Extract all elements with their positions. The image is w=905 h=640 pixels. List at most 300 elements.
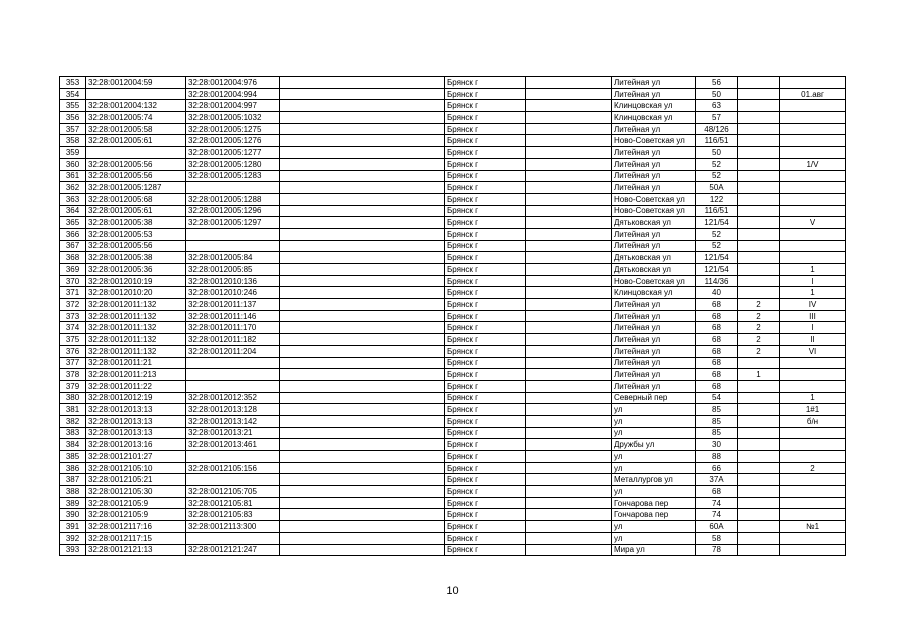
blank-cell <box>280 544 445 556</box>
object-cadastral-number: 32:28:0012005:1280 <box>186 158 280 170</box>
street-cell: Литейная ул <box>612 310 696 322</box>
street-cell: Ново-Советская ул <box>612 135 696 147</box>
apartment-number: I <box>780 322 846 334</box>
district-cell <box>526 521 612 533</box>
object-cadastral-number: 32:28:0012005:1032 <box>186 112 280 124</box>
street-cell: ул <box>612 427 696 439</box>
row-number: 380 <box>60 392 86 404</box>
city-cell: Брянск г <box>445 427 526 439</box>
row-number: 372 <box>60 299 86 311</box>
row-number: 378 <box>60 369 86 381</box>
row-number: 370 <box>60 275 86 287</box>
district-cell <box>526 264 612 276</box>
apartment-number <box>780 486 846 498</box>
corpus-number <box>738 392 780 404</box>
city-cell: Брянск г <box>445 486 526 498</box>
corpus-number: 2 <box>738 310 780 322</box>
blank-cell <box>280 521 445 533</box>
street-cell: Ново-Советская ул <box>612 275 696 287</box>
table-row <box>60 77 846 89</box>
apartment-number: б/н <box>780 415 846 427</box>
object-cadastral-number: 32:28:0012011:170 <box>186 322 280 334</box>
city-cell: Брянск г <box>445 474 526 486</box>
house-number: 116/51 <box>696 135 738 147</box>
blank-cell <box>280 474 445 486</box>
cadastral-number: 32:28:0012005:61 <box>86 135 186 147</box>
object-cadastral-number: 32:28:0012010:136 <box>186 275 280 287</box>
house-number: 63 <box>696 100 738 112</box>
street-cell: Дятьковская ул <box>612 217 696 229</box>
row-number: 360 <box>60 158 86 170</box>
city-cell: Брянск г <box>445 380 526 392</box>
district-cell <box>526 193 612 205</box>
table-body <box>60 77 846 556</box>
corpus-number <box>738 252 780 264</box>
object-cadastral-number <box>186 451 280 463</box>
city-cell: Брянск г <box>445 147 526 159</box>
city-cell: Брянск г <box>445 264 526 276</box>
apartment-number <box>780 427 846 439</box>
cadastral-number: 32:28:0012011:132 <box>86 322 186 334</box>
street-cell: Металлургов ул <box>612 474 696 486</box>
street-cell: Ново-Советская ул <box>612 205 696 217</box>
district-cell <box>526 287 612 299</box>
city-cell: Брянск г <box>445 299 526 311</box>
blank-cell <box>280 462 445 474</box>
table-row <box>60 544 846 556</box>
district-cell <box>526 88 612 100</box>
house-number: 114/36 <box>696 275 738 287</box>
blank-cell <box>280 299 445 311</box>
district-cell <box>526 123 612 135</box>
city-cell: Брянск г <box>445 100 526 112</box>
cadastral-number: 32:28:0012005:58 <box>86 123 186 135</box>
cadastral-number <box>86 147 186 159</box>
blank-cell <box>280 509 445 521</box>
street-cell: Мира ул <box>612 544 696 556</box>
table-row <box>60 415 846 427</box>
city-cell: Брянск г <box>445 462 526 474</box>
apartment-number: II <box>780 334 846 346</box>
city-cell: Брянск г <box>445 240 526 252</box>
apartment-number <box>780 123 846 135</box>
blank-cell <box>280 415 445 427</box>
cadastral-number: 32:28:0012105:21 <box>86 474 186 486</box>
corpus-number <box>738 158 780 170</box>
table-row <box>60 88 846 100</box>
district-cell <box>526 275 612 287</box>
street-cell: ул <box>612 415 696 427</box>
object-cadastral-number: 32:28:0012013:461 <box>186 439 280 451</box>
district-cell <box>526 228 612 240</box>
object-cadastral-number: 32:28:0012005:1277 <box>186 147 280 159</box>
apartment-number <box>780 497 846 509</box>
district-cell <box>526 205 612 217</box>
cadastral-number: 32:28:0012013:13 <box>86 427 186 439</box>
district-cell <box>526 252 612 264</box>
corpus-number <box>738 170 780 182</box>
cadastral-number: 32:28:0012011:132 <box>86 310 186 322</box>
city-cell: Брянск г <box>445 334 526 346</box>
object-cadastral-number <box>186 357 280 369</box>
street-cell: Литейная ул <box>612 240 696 252</box>
cadastral-number: 32:28:0012105:30 <box>86 486 186 498</box>
object-cadastral-number <box>186 228 280 240</box>
corpus-number <box>738 123 780 135</box>
table-row <box>60 334 846 346</box>
street-cell: Литейная ул <box>612 299 696 311</box>
street-cell: Литейная ул <box>612 123 696 135</box>
house-number: 74 <box>696 509 738 521</box>
corpus-number <box>738 240 780 252</box>
blank-cell <box>280 392 445 404</box>
table-row <box>60 217 846 229</box>
street-cell: ул <box>612 486 696 498</box>
cadastral-number: 32:28:0012005:53 <box>86 228 186 240</box>
city-cell: Брянск г <box>445 415 526 427</box>
corpus-number <box>738 439 780 451</box>
apartment-number: I <box>780 275 846 287</box>
street-cell: Литейная ул <box>612 357 696 369</box>
row-number: 355 <box>60 100 86 112</box>
table-row <box>60 392 846 404</box>
street-cell: Северный пер <box>612 392 696 404</box>
apartment-number <box>780 439 846 451</box>
street-cell: Клинцовская ул <box>612 112 696 124</box>
blank-cell <box>280 287 445 299</box>
district-cell <box>526 170 612 182</box>
row-number: 368 <box>60 252 86 264</box>
row-number: 386 <box>60 462 86 474</box>
blank-cell <box>280 240 445 252</box>
apartment-number <box>780 369 846 381</box>
street-cell: Клинцовская ул <box>612 287 696 299</box>
house-number: 52 <box>696 228 738 240</box>
street-cell: Литейная ул <box>612 334 696 346</box>
street-cell: Литейная ул <box>612 228 696 240</box>
apartment-number: 1 <box>780 287 846 299</box>
corpus-number <box>738 427 780 439</box>
blank-cell <box>280 88 445 100</box>
apartment-number <box>780 182 846 194</box>
city-cell: Брянск г <box>445 345 526 357</box>
house-number: 52 <box>696 240 738 252</box>
object-cadastral-number <box>186 474 280 486</box>
city-cell: Брянск г <box>445 509 526 521</box>
table-row <box>60 100 846 112</box>
corpus-number <box>738 217 780 229</box>
district-cell <box>526 310 612 322</box>
object-cadastral-number: 32:28:0012005:1288 <box>186 193 280 205</box>
object-cadastral-number: 32:28:0012013:128 <box>186 404 280 416</box>
object-cadastral-number: 32:28:0012005:1296 <box>186 205 280 217</box>
corpus-number <box>738 357 780 369</box>
blank-cell <box>280 112 445 124</box>
corpus-number <box>738 228 780 240</box>
table-row <box>60 509 846 521</box>
street-cell: ул <box>612 462 696 474</box>
street-cell: Литейная ул <box>612 322 696 334</box>
corpus-number <box>738 486 780 498</box>
house-number: 121/54 <box>696 252 738 264</box>
object-cadastral-number: 32:28:0012013:142 <box>186 415 280 427</box>
corpus-number <box>738 264 780 276</box>
street-cell: Дятьковская ул <box>612 264 696 276</box>
street-cell: ул <box>612 521 696 533</box>
blank-cell <box>280 147 445 159</box>
house-number: 68 <box>696 357 738 369</box>
house-number: 58 <box>696 532 738 544</box>
city-cell: Брянск г <box>445 322 526 334</box>
register-table <box>59 76 846 556</box>
apartment-number <box>780 228 846 240</box>
object-cadastral-number <box>186 369 280 381</box>
city-cell: Брянск г <box>445 497 526 509</box>
table-row <box>60 404 846 416</box>
table-row <box>60 205 846 217</box>
apartment-number <box>780 112 846 124</box>
cadastral-number: 32:28:0012101:27 <box>86 451 186 463</box>
cadastral-number: 32:28:0012105:10 <box>86 462 186 474</box>
corpus-number <box>738 182 780 194</box>
blank-cell <box>280 380 445 392</box>
house-number: 40 <box>696 287 738 299</box>
corpus-number <box>738 193 780 205</box>
house-number: 57 <box>696 112 738 124</box>
blank-cell <box>280 170 445 182</box>
row-number: 367 <box>60 240 86 252</box>
street-cell: ул <box>612 532 696 544</box>
house-number: 54 <box>696 392 738 404</box>
city-cell: Брянск г <box>445 182 526 194</box>
street-cell: Литейная ул <box>612 88 696 100</box>
street-cell: Литейная ул <box>612 182 696 194</box>
city-cell: Брянск г <box>445 158 526 170</box>
house-number: 50 <box>696 147 738 159</box>
row-number: 379 <box>60 380 86 392</box>
street-cell: Дятьковская ул <box>612 252 696 264</box>
cadastral-number: 32:28:0012013:16 <box>86 439 186 451</box>
city-cell: Брянск г <box>445 205 526 217</box>
blank-cell <box>280 497 445 509</box>
apartment-number <box>780 380 846 392</box>
table-row <box>60 322 846 334</box>
corpus-number <box>738 112 780 124</box>
blank-cell <box>280 451 445 463</box>
street-cell: Литейная ул <box>612 158 696 170</box>
blank-cell <box>280 427 445 439</box>
blank-cell <box>280 217 445 229</box>
table-row <box>60 287 846 299</box>
district-cell <box>526 392 612 404</box>
object-cadastral-number: 32:28:0012113:300 <box>186 521 280 533</box>
house-number: 122 <box>696 193 738 205</box>
table-row <box>60 158 846 170</box>
object-cadastral-number: 32:28:0012105:81 <box>186 497 280 509</box>
house-number: 56 <box>696 77 738 89</box>
corpus-number <box>738 462 780 474</box>
table-row <box>60 299 846 311</box>
row-number: 361 <box>60 170 86 182</box>
street-cell: Литейная ул <box>612 77 696 89</box>
blank-cell <box>280 439 445 451</box>
blank-cell <box>280 334 445 346</box>
apartment-number: 1#1 <box>780 404 846 416</box>
table-row <box>60 369 846 381</box>
row-number: 365 <box>60 217 86 229</box>
city-cell: Брянск г <box>445 357 526 369</box>
row-number: 381 <box>60 404 86 416</box>
table-row <box>60 357 846 369</box>
object-cadastral-number: 32:28:0012005:85 <box>186 264 280 276</box>
object-cadastral-number: 32:28:0012011:137 <box>186 299 280 311</box>
blank-cell <box>280 100 445 112</box>
city-cell: Брянск г <box>445 170 526 182</box>
table-row <box>60 264 846 276</box>
cadastral-number: 32:28:0012005:1287 <box>86 182 186 194</box>
cadastral-number <box>86 88 186 100</box>
blank-cell <box>280 182 445 194</box>
blank-cell <box>280 252 445 264</box>
apartment-number <box>780 135 846 147</box>
row-number: 374 <box>60 322 86 334</box>
corpus-number <box>738 100 780 112</box>
apartment-number <box>780 474 846 486</box>
blank-cell <box>280 486 445 498</box>
table-row <box>60 123 846 135</box>
district-cell <box>526 404 612 416</box>
house-number: 78 <box>696 544 738 556</box>
cadastral-number: 32:28:0012005:61 <box>86 205 186 217</box>
cadastral-number: 32:28:0012011:132 <box>86 334 186 346</box>
row-number: 358 <box>60 135 86 147</box>
table-row <box>60 532 846 544</box>
object-cadastral-number: 32:28:0012011:204 <box>186 345 280 357</box>
table-row <box>60 112 846 124</box>
cadastral-number: 32:28:0012013:13 <box>86 404 186 416</box>
district-cell <box>526 322 612 334</box>
object-cadastral-number: 32:28:0012121:247 <box>186 544 280 556</box>
corpus-number <box>738 544 780 556</box>
row-number: 391 <box>60 521 86 533</box>
table-row <box>60 182 846 194</box>
blank-cell <box>280 345 445 357</box>
row-number: 366 <box>60 228 86 240</box>
cadastral-number: 32:28:0012013:13 <box>86 415 186 427</box>
corpus-number: 2 <box>738 334 780 346</box>
row-number: 356 <box>60 112 86 124</box>
city-cell: Брянск г <box>445 287 526 299</box>
apartment-number <box>780 509 846 521</box>
district-cell <box>526 544 612 556</box>
table-row <box>60 252 846 264</box>
corpus-number <box>738 474 780 486</box>
cadastral-number: 32:28:0012004:132 <box>86 100 186 112</box>
cadastral-number: 32:28:0012010:20 <box>86 287 186 299</box>
house-number: 68 <box>696 486 738 498</box>
cadastral-number: 32:28:0012005:68 <box>86 193 186 205</box>
district-cell <box>526 439 612 451</box>
apartment-number <box>780 100 846 112</box>
cadastral-number: 32:28:0012011:132 <box>86 299 186 311</box>
house-number: 85 <box>696 427 738 439</box>
apartment-number: 2 <box>780 462 846 474</box>
table-row <box>60 439 846 451</box>
apartment-number: III <box>780 310 846 322</box>
apartment-number <box>780 193 846 205</box>
cadastral-number: 32:28:0012005:56 <box>86 170 186 182</box>
row-number: 384 <box>60 439 86 451</box>
row-number: 392 <box>60 532 86 544</box>
object-cadastral-number: 32:28:0012105:705 <box>186 486 280 498</box>
table-row <box>60 345 846 357</box>
house-number: 50 <box>696 88 738 100</box>
street-cell: ул <box>612 451 696 463</box>
table-row <box>60 474 846 486</box>
district-cell <box>526 451 612 463</box>
street-cell: Литейная ул <box>612 170 696 182</box>
cadastral-number: 32:28:0012005:38 <box>86 217 186 229</box>
corpus-number <box>738 135 780 147</box>
object-cadastral-number: 32:28:0012005:1283 <box>186 170 280 182</box>
district-cell <box>526 135 612 147</box>
apartment-number <box>780 205 846 217</box>
cadastral-number: 32:28:0012004:59 <box>86 77 186 89</box>
cadastral-number: 32:28:0012005:56 <box>86 158 186 170</box>
house-number: 66 <box>696 462 738 474</box>
street-cell: Литейная ул <box>612 345 696 357</box>
row-number: 363 <box>60 193 86 205</box>
district-cell <box>526 112 612 124</box>
row-number: 376 <box>60 345 86 357</box>
corpus-number <box>738 77 780 89</box>
table-row <box>60 170 846 182</box>
row-number: 353 <box>60 77 86 89</box>
blank-cell <box>280 275 445 287</box>
table-row <box>60 228 846 240</box>
city-cell: Брянск г <box>445 88 526 100</box>
blank-cell <box>280 228 445 240</box>
city-cell: Брянск г <box>445 369 526 381</box>
apartment-number: 1 <box>780 392 846 404</box>
apartment-number <box>780 544 846 556</box>
cadastral-number: 32:28:0012012:19 <box>86 392 186 404</box>
row-number: 382 <box>60 415 86 427</box>
blank-cell <box>280 158 445 170</box>
district-cell <box>526 334 612 346</box>
blank-cell <box>280 123 445 135</box>
cadastral-number: 32:28:0012105:9 <box>86 509 186 521</box>
apartment-number <box>780 532 846 544</box>
object-cadastral-number: 32:28:0012004:976 <box>186 77 280 89</box>
street-cell: ул <box>612 404 696 416</box>
table-row <box>60 135 846 147</box>
city-cell: Брянск г <box>445 112 526 124</box>
city-cell: Брянск г <box>445 404 526 416</box>
table-row <box>60 486 846 498</box>
cadastral-number: 32:28:0012005:36 <box>86 264 186 276</box>
apartment-number <box>780 357 846 369</box>
house-number: 85 <box>696 404 738 416</box>
house-number: 50А <box>696 182 738 194</box>
cadastral-number: 32:28:0012010:19 <box>86 275 186 287</box>
row-number: 364 <box>60 205 86 217</box>
row-number: 390 <box>60 509 86 521</box>
object-cadastral-number: 32:28:0012012:352 <box>186 392 280 404</box>
corpus-number <box>738 205 780 217</box>
cadastral-number: 32:28:0012011:22 <box>86 380 186 392</box>
apartment-number <box>780 77 846 89</box>
